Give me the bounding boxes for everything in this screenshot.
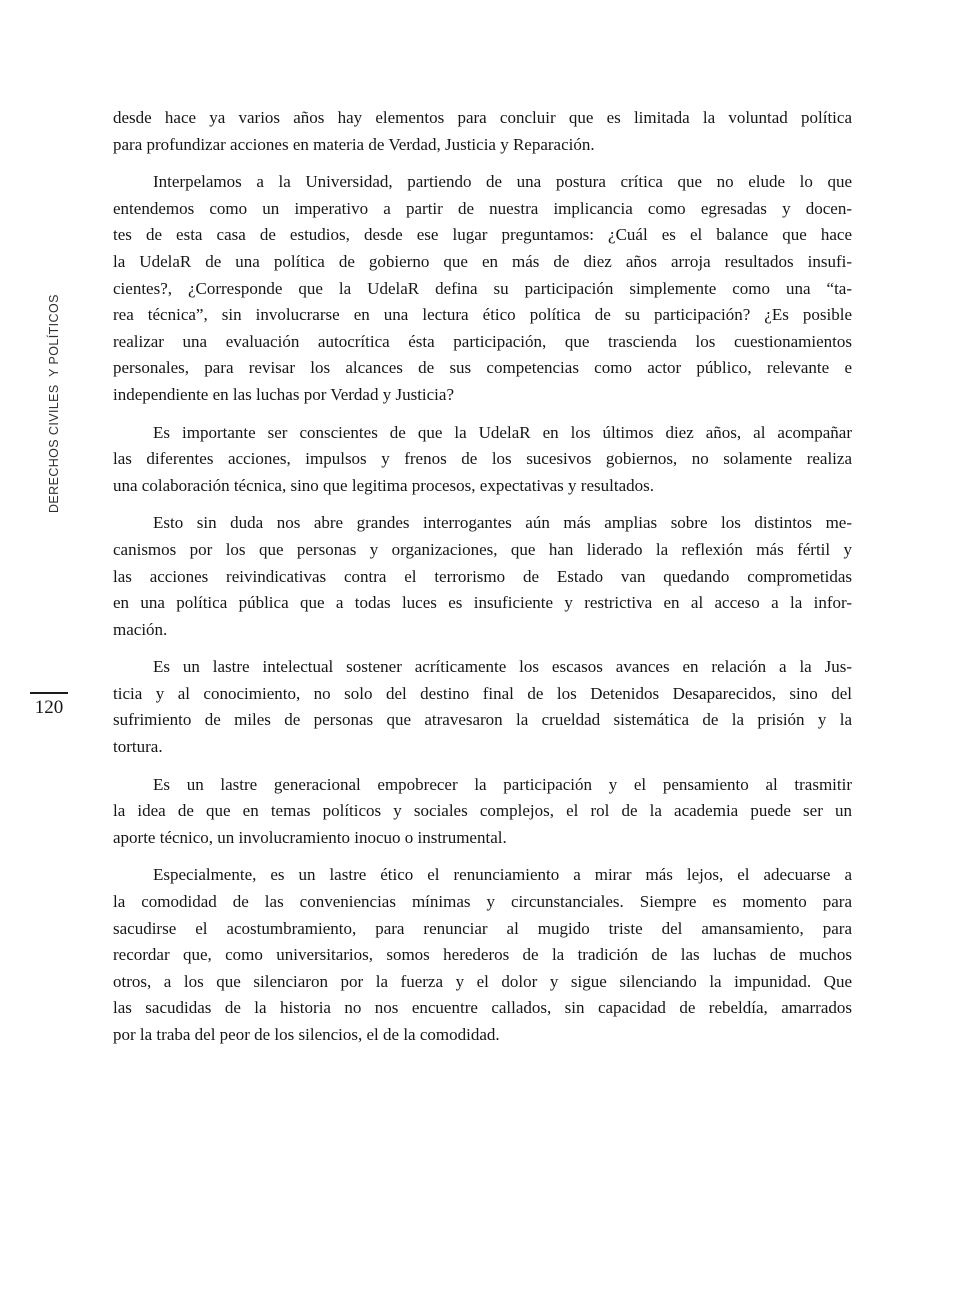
text-line: realizar una evaluación autocrítica ésta participación, que trascienda los cuestionamientos — [113, 331, 852, 351]
text-line: tortura. — [113, 737, 163, 757]
text-line: las sacudidas de la historia no nos encuentre callados, sin capacidad de rebeldía, amarrados — [113, 998, 852, 1018]
text-line: recordar que, como universitarios, somos herederos de la tradición de las luchas de muchos — [113, 945, 852, 965]
paragraph — [113, 862, 852, 1048]
text-line: entendemos como un imperativo a partir de nuestra implicancia como egresadas y docen- — [113, 198, 852, 218]
paragraph — [113, 510, 852, 643]
text-line: las diferentes acciones, impulsos y frenos de los sucesivos gobiernos, no solamente realiza — [113, 449, 852, 469]
text-line: Es importante ser conscientes de que la UdelaR en los últimos diez años, al acompañar — [153, 422, 852, 442]
text-line: una colaboración técnica, sino que legitima procesos, expectativas y resultados. — [113, 475, 654, 495]
text-line: las acciones reivindicativas contra el terrorismo de Estado van quedando comprometidas — [113, 566, 852, 586]
text-line: Esto sin duda nos abre grandes interrogantes aún más amplias sobre los distintos me- — [153, 513, 852, 533]
text-line: cientes?, ¿Corresponde que la UdelaR defina su participación simplemente como una “ta- — [113, 278, 852, 298]
page-number-rule — [30, 692, 68, 694]
text-line: Es un lastre intelectual sostener acríticamente los escasos avances en relación a la Jus- — [153, 657, 852, 677]
text-line: Interpelamos a la Universidad, partiendo de una postura crítica que no elude lo que — [153, 172, 852, 192]
page-number-block — [30, 692, 68, 718]
paragraph — [113, 169, 852, 408]
page-number: 120 — [34, 697, 64, 718]
body-text — [113, 105, 852, 1060]
text-line: tes de esta casa de estudios, desde ese lugar preguntamos: ¿Cuál es el balance que hace — [113, 225, 852, 245]
text-line: personales, para revisar los alcances de sus competencias como actor público, relevante e — [113, 358, 852, 378]
text-line: canismos por los que personas y organizaciones, que han liderado la reflexión más fértil y — [113, 539, 852, 559]
text-line: la comodidad de las conveniencias mínimas y circunstanciales. Siempre es momento para — [113, 892, 852, 912]
text-line: en una política pública que a todas luces es insuficiente y restrictiva en al acceso a la infor- — [113, 593, 852, 613]
section-sidebar-label: DERECHOS CIVILES Y POLÍTICOS — [47, 294, 61, 513]
text-line: Especialmente, es un lastre ético el renunciamiento a mirar más lejos, el adecuarse a — [153, 865, 852, 885]
text-line: aporte técnico, un involucramiento inocuo o instrumental. — [113, 827, 507, 847]
paragraph — [113, 772, 852, 852]
text-line: rea técnica”, sin involucrarse en una lectura ético política de su participación? ¿Es posible — [113, 305, 852, 325]
paragraph — [113, 105, 852, 158]
text-line: por la traba del peor de los silencios, el de la comodidad. — [113, 1025, 500, 1044]
text-line: desde hace ya varios años hay elementos para concluir que es limitada la voluntad política — [113, 108, 852, 127]
text-line: la UdelaR de una política de gobierno que en más de diez años arroja resultados insufi- — [113, 251, 852, 271]
text-line: Es un lastre generacional empobrecer la participación y el pensamiento al trasmitir — [153, 774, 852, 794]
text-line: sacudirse el acostumbramiento, para renunciar al mugido triste del amansamiento, para — [113, 918, 852, 938]
text-line: mación. — [113, 619, 168, 639]
text-line: otros, a los que silenciaron por la fuerza y el dolor y sigue silenciando la impunidad. Que — [113, 971, 852, 991]
paragraph — [113, 654, 852, 760]
text-line: la idea de que en temas políticos y sociales complejos, el rol de la academia puede ser un — [113, 801, 852, 821]
text-line: independiente en las luchas por Verdad y Justicia? — [113, 384, 454, 404]
paragraph — [113, 420, 852, 500]
text-line: sufrimiento de miles de personas que atravesaron la crueldad sistemática de la prisión y la — [113, 710, 852, 730]
text-line: ticia y al conocimiento, no solo del destino final de los Detenidos Desaparecidos, sino del — [113, 683, 852, 703]
text-line: para profundizar acciones en materia de Verdad, Justicia y Reparación. — [113, 134, 595, 154]
